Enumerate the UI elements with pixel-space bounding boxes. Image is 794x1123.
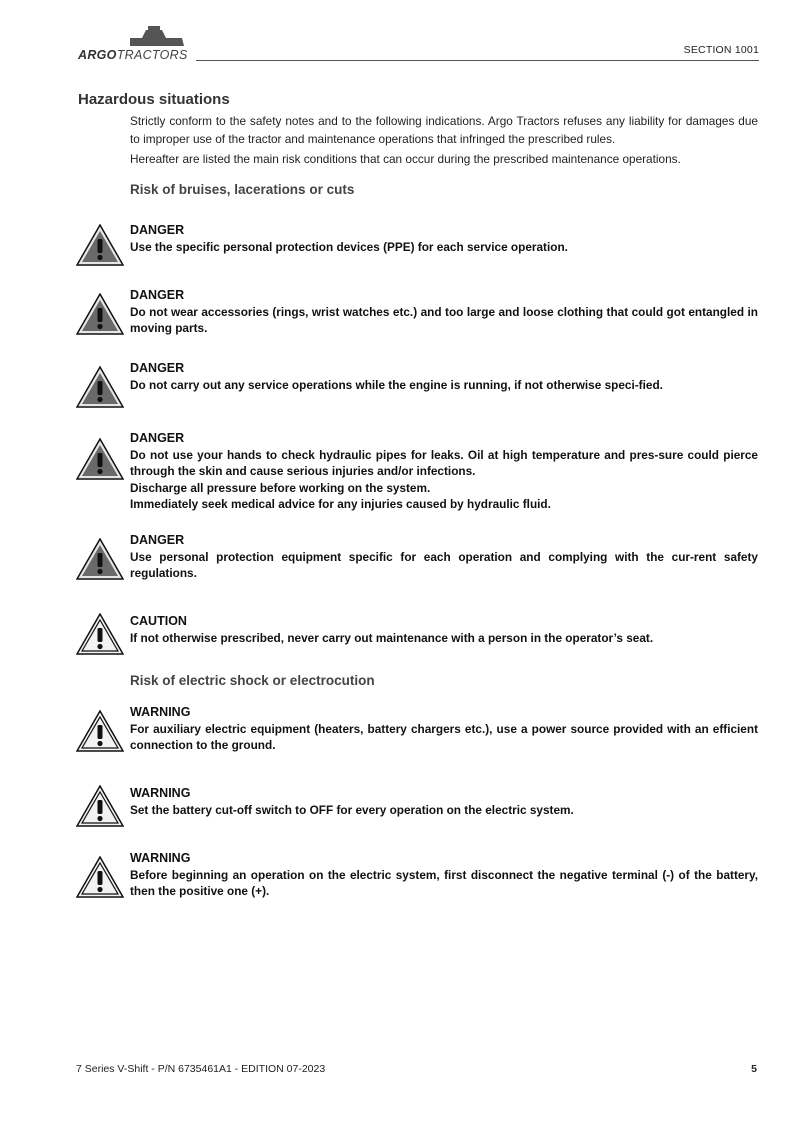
notice-text	[130, 532, 758, 582]
notice-kind: DANGER	[130, 361, 185, 375]
footer-doc-info: 7 Series V-Shift - P/N 6735461A1 - EDITION 07-2023	[76, 1063, 326, 1075]
notice-text	[130, 850, 758, 900]
notice-line: Use personal protection equipment specific for each operation and complying with the cur-rent safety regulations.	[130, 549, 758, 580]
caution-triangle-icon	[76, 613, 124, 655]
notice-line: Before beginning an operation on the electric system, first disconnect the negative terminal (-) of the battery, then the positive one (+).	[130, 867, 758, 898]
notice-text	[130, 360, 758, 393]
notice-text	[130, 287, 758, 337]
notice-kind: DANGER	[130, 288, 185, 302]
notice-kind: DANGER	[130, 223, 185, 237]
argo-tractors-logo	[78, 26, 198, 66]
notice-line: For auxiliary electric equipment (heaters, battery chargers etc.), use a power source provided with an efficient connection to the ground.	[130, 721, 758, 752]
notice-line: Set the battery cut-off switch to OFF for every operation on the electric system.	[130, 802, 574, 817]
notice-line: Do not carry out any service operations while the engine is running, if not otherwise speci-fied.	[130, 377, 663, 392]
section-heading: Risk of electric shock or electrocution	[130, 673, 375, 688]
notice-kind: WARNING	[130, 705, 191, 719]
page-number: 5	[751, 1063, 757, 1075]
notice-text	[130, 785, 758, 818]
warning-triangle-icon	[76, 293, 124, 335]
logo-wordmark: ARGOTRACTORS	[78, 48, 188, 62]
notice-line: If not otherwise prescribed, never carry out maintenance with a person in the operator’s seat.	[130, 630, 654, 645]
warning-triangle-icon	[76, 224, 124, 266]
warning-triangle-icon	[76, 366, 124, 408]
notice-line: Do not wear accessories (rings, wrist watches etc.) and too large and loose clothing that could got entangled in moving parts.	[130, 304, 758, 335]
caution-triangle-icon	[76, 785, 124, 827]
warning-triangle-icon	[76, 538, 124, 580]
caution-triangle-icon	[76, 710, 124, 752]
notice-text	[130, 613, 758, 646]
warning-triangle-icon	[76, 438, 124, 480]
section-heading: Risk of bruises, lacerations or cuts	[130, 182, 355, 197]
notice-kind: CAUTION	[130, 614, 187, 628]
section-label: SECTION 1001	[683, 44, 759, 56]
notice-text	[130, 222, 758, 255]
notice-kind: DANGER	[130, 431, 185, 445]
header-divider	[196, 60, 759, 61]
intro-text	[130, 112, 758, 170]
notice-kind: WARNING	[130, 851, 191, 865]
page-title: Hazardous situations	[78, 91, 230, 108]
notice-line: Use the specific personal protection devices (PPE) for each service operation.	[130, 239, 568, 254]
notice-line: Do not use your hands to check hydraulic pipes for leaks. Oil at high temperature and pres-sure could pierce through the skin and cause serious injuries and/or infections.	[130, 447, 758, 478]
notice-text	[130, 704, 758, 754]
intro-paragraph: Strictly conform to the safety notes and to the following indications. Argo Tractors refuses any liability for damages due to improper use of the tractor and maintenance operations that infringed the prescribed rules.	[130, 114, 758, 146]
notice-line: Discharge all pressure before working on the system.	[130, 480, 431, 495]
notice-line: Immediately seek medical advice for any injuries caused by hydraulic fluid.	[130, 497, 551, 511]
notice-kind: DANGER	[130, 533, 185, 547]
tractor-logo-icon	[122, 26, 192, 48]
notice-text	[130, 430, 758, 513]
intro-paragraph: Hereafter are listed the main risk conditions that can occur during the prescribed maintenance operations.	[130, 152, 681, 166]
caution-triangle-icon	[76, 856, 124, 898]
notice-kind: WARNING	[130, 786, 191, 800]
